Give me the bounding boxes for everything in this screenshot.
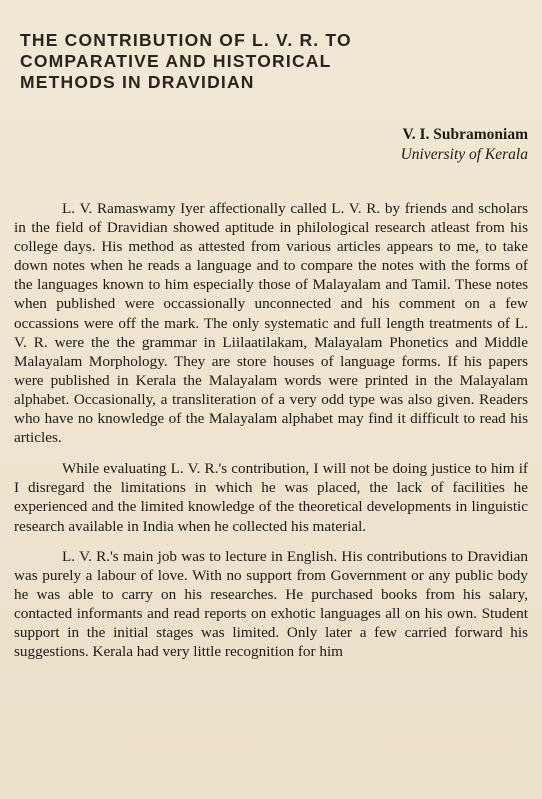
- title-line-3: METHODS IN DRAVIDIAN: [20, 72, 255, 92]
- author-affiliation: University of Kerala: [400, 146, 528, 163]
- byline: [14, 125, 528, 165]
- article-body: [14, 199, 528, 661]
- paragraph-3: L. V. R.'s main job was to lecture in English. His contributions to Dravidian was purely a labour of love. With no support from Government or any public body he was able to carry on his researches. He purchased books from his salary, contacted informants and read reports on exhotic languages all on his own. Student support in the initial stages was limited. Only later a few carried forward his suggestions. Kerala had very little recognition for him: [14, 547, 528, 661]
- paragraph-1: L. V. Ramaswamy Iyer affectionally called L. V. R. by friends and scholars in the field of Dravidian showed aptitude in philological research atleast from his college days. His method as attested from various articles appears to me, to take down notes when he reads a language and to compare the notes with the forms of the languages known to him especially those of Malayalam and Tamil. These notes when published were occassionally unconnected and his comment on a few occassions were off the mark. The only systematic and full length treatments of L. V. R. were the the grammar in Liilaatilakam, Malayalam Phonetics and Middle Malayalam Morphology. They are store houses of language forms. If his papers were published in Kerala the Malayalam words were printed in the Malayalam alphabet. Occasionally, a transliteration of a very odd type was also given. Readers who have no knowledge of the Malayalam alphabet may find it difficult to read his articles.: [14, 200, 528, 447]
- title-line-1: THE CONTRIBUTION OF L. V. R. TO: [20, 30, 352, 50]
- article-title: [20, 30, 528, 93]
- author-name: V. I. Subramoniam: [402, 126, 528, 143]
- paragraph-2: While evaluating L. V. R.'s contribution, I will not be doing justice to him if I disregard the limitations in which he was placed, the lack of facilities he experienced and the limited knowledge of the theoretical developments in linguistic research available in India when he collected his material.: [14, 460, 528, 535]
- title-line-2: COMPARATIVE AND HISTORICAL: [20, 51, 332, 71]
